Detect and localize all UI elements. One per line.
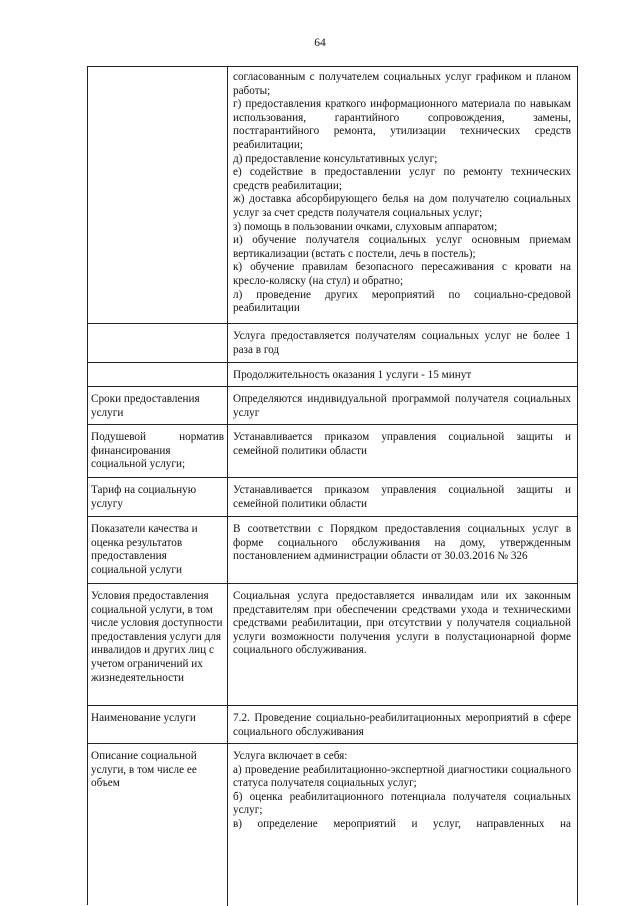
continuation-line: д) предоставление консультативных услуг; xyxy=(233,152,438,165)
page-number: 64 xyxy=(314,37,326,49)
financing-label-cell xyxy=(88,425,228,478)
table-row-service-name xyxy=(88,705,577,744)
continuation-line: и) обучение получателя социальных услуг основным приемам вертикализации (встать с постели, лечь в постель); xyxy=(233,234,571,260)
table-row-description xyxy=(88,743,577,906)
description-label: Описание социальной услуги, в том числе ее объем xyxy=(88,744,228,906)
continuation-cell xyxy=(229,67,577,324)
duration-cell xyxy=(229,363,577,387)
description-line: а) проведение реабилитационно-экспертной диагностики социального статуса получателя социальных услуг; xyxy=(233,763,571,790)
table-row-quality xyxy=(88,516,577,584)
conditions-value: Социальная услуга предоставляется инвалидам или их законным представителям при обеспечении средствами ухода и техническими средствами реабилитации, при отсутствии у получателя социальной услуги возможности получения услуги в полустационарной форме социального обслуживания. xyxy=(233,590,571,657)
quality-value: В соответствии с Порядком предоставления социальных услуг в форме социального обслуживания на дому, утвержденным постановлением администрации области от 30.03.2016 № 326 xyxy=(233,523,571,563)
terms-label: Сроки предоставления услуги xyxy=(88,387,228,425)
table-row-conditions xyxy=(88,583,577,706)
quality-label: Показатели качества и оценка результатов предоставления социальной услуги xyxy=(88,517,228,584)
duration-text: Продолжительность оказания 1 услуги - 15 минут xyxy=(233,369,472,381)
continuation-line: г) предоставления краткого информационного материала по навыкам использования, гарантийного сопровождения, замены, постгарантийного ремонта, утилизации технических средств реабилитации; xyxy=(233,98,571,151)
continuation-line: е) содействие в предоставлении услуг по ремонту технических средств реабилитации; xyxy=(233,166,571,192)
continuation-line: ж) доставка абсорбирующего белья на дом получателю социальных услуг за счет средств получателя социальных услуг; xyxy=(233,193,571,219)
service-table xyxy=(87,66,578,905)
description-line: б) оценка реабилитационного потенциала получателя социальных услуг; xyxy=(233,790,571,817)
financing-value: Устанавливается приказом управления социальной защиты и семейной политики области xyxy=(233,431,571,457)
description-line: в) определение мероприятий и услуг, направленных на xyxy=(233,817,571,830)
frequency-cell xyxy=(229,324,577,363)
description-line: Услуга включает в себя: xyxy=(233,750,348,762)
conditions-label: Условия предоставления социальной услуги, в том числе условия доступности предоставления услуги для инвалидов и других лиц с учетом ограничений их жизнедеятельности xyxy=(88,584,228,706)
table-row-duration xyxy=(88,362,577,387)
table-row-financing xyxy=(88,424,577,478)
empty-label-cell xyxy=(88,363,228,387)
service-name-label: Наименование услуги xyxy=(88,706,228,744)
tariff-label: Тариф на социальную услугу xyxy=(88,478,228,517)
financing-value-cell xyxy=(229,425,577,478)
service-name-value: 7.2. Проведение социально-реабилитационных мероприятий в сфере социального обслуживания xyxy=(233,712,571,738)
continuation-line: к) обучение правилам безопасного пересаживания с кровати на кресло-коляску (на стул) и обратно; xyxy=(233,261,571,287)
table-row-frequency xyxy=(88,323,577,363)
tariff-value-cell xyxy=(229,478,577,517)
empty-label-cell xyxy=(88,324,228,363)
financing-label: Подушевой норматив финансирования социальной услуги; xyxy=(91,431,224,471)
continuation-line: л) проведение других мероприятий по социально-средовой реабилитации xyxy=(233,288,571,315)
terms-value-cell xyxy=(229,387,577,425)
terms-value: Определяются индивидуальной программой получателя социальных услуг xyxy=(233,393,571,419)
conditions-value-cell xyxy=(229,584,577,706)
continuation-line: з) помощь в пользовании очками, слуховым аппаратом; xyxy=(233,220,498,233)
description-value-cell xyxy=(229,744,577,906)
quality-value-cell xyxy=(229,517,577,584)
frequency-text: Услуга предоставляется получателям социальных услуг не более 1 раза в год xyxy=(233,330,571,356)
continuation-line: согласованным с получателем социальных услуг графиком и планом работы; xyxy=(233,71,571,97)
table-row-terms xyxy=(88,386,577,425)
table-row-continuation xyxy=(88,66,577,324)
empty-label-cell xyxy=(88,67,228,324)
service-name-value-cell xyxy=(229,706,577,744)
tariff-value: Устанавливается приказом управления социальной защиты и семейной политики области xyxy=(233,484,571,510)
table-row-tariff xyxy=(88,477,577,517)
